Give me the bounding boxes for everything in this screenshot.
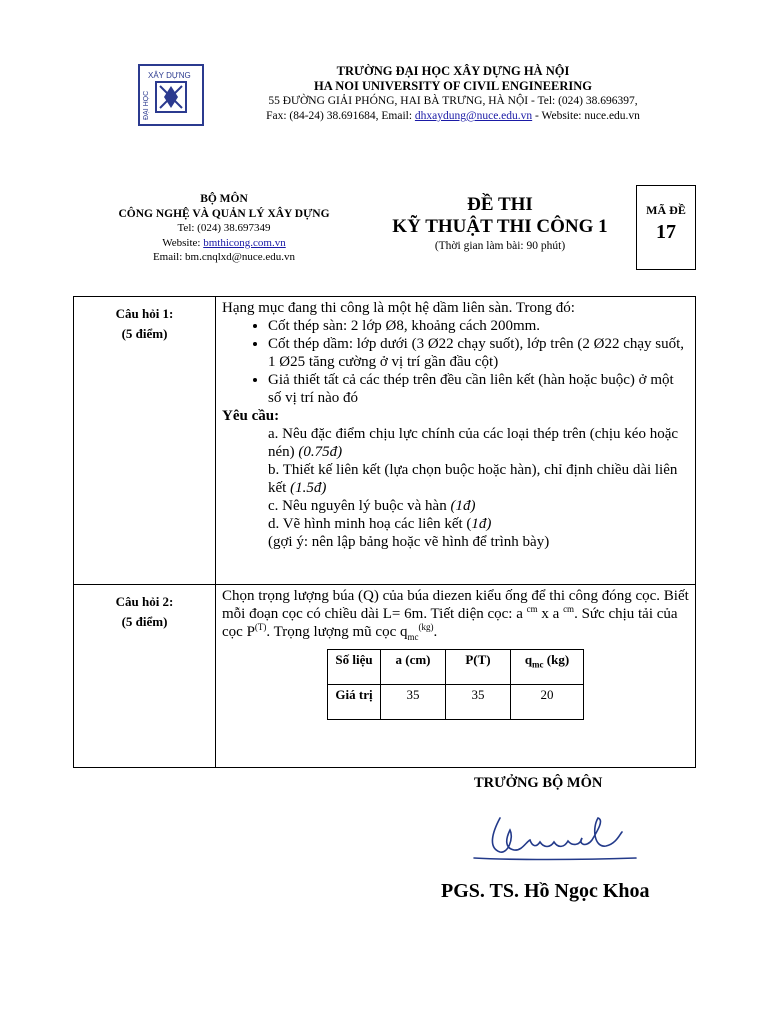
q2-sup-1: cm: [526, 604, 538, 614]
questions-table: [73, 296, 696, 768]
signature-title: TRƯỞNG BỘ MÔN: [474, 775, 603, 791]
data-table-val-a: 35: [381, 685, 446, 720]
question-row-2: [74, 585, 696, 768]
university-contact: [210, 109, 696, 124]
col-q-pre: q: [524, 652, 533, 667]
university-logo: [138, 64, 204, 126]
data-table-header-label: Số liệu: [328, 650, 381, 685]
exam-title: ĐỀ THI: [467, 194, 533, 215]
question-2-header: [74, 585, 216, 768]
table-row: [328, 685, 584, 720]
university-address: 55 ĐƯỜNG GIẢI PHÓNG, HAI BÀ TRƯNG, HÀ NỘI - Tel: (024) 38.696397,: [268, 95, 638, 107]
question-2-points: (5 điểm): [121, 614, 168, 629]
data-table-col-p: P(T): [446, 650, 511, 685]
requirement-hint: (gợi ý: nên lập bảng hoặc vẽ hình để trình bày): [268, 534, 550, 550]
requirements-title: Yêu cầu:: [222, 408, 280, 424]
exam-code-number: 17: [656, 221, 676, 243]
requirement-d: [268, 515, 689, 533]
q2-text-1: Chọn trọng lượng búa (Q) của búa diezen kiểu ống để thi công đóng cọc. Biết mỗi đoạn cọc có chiều dài L= 6m. Tiết diện cọc: a: [222, 588, 689, 622]
question-1-bullets: [222, 317, 689, 407]
q2-text-5: .: [433, 624, 438, 640]
data-table-row-label: Giá trị: [328, 685, 381, 720]
list-item: • Cốt thép dầm: lớp dưới (3 Ø22 chạy suốt), lớp trên (2 Ø22 chạy suốt, 1 Ø25 tăng cường ở vị trí gần đầu cột): [268, 335, 689, 371]
requirement-d-points: 1đ): [471, 516, 492, 532]
question-2-label: Câu hỏi 2:: [115, 594, 174, 609]
handwritten-signature: [470, 808, 638, 868]
exam-code-box: [636, 185, 696, 270]
question-1-points: (5 điểm): [121, 326, 168, 341]
department-website: [90, 236, 358, 251]
requirement-b-text: b. Thiết kế liên kết (lựa chọn buộc hoặc hàn), chỉ định chiều dài liên kết: [268, 462, 678, 496]
requirement-a: [268, 425, 689, 461]
requirement-a-points: (0.75đ): [298, 444, 343, 460]
question-row-1: [74, 297, 696, 585]
exam-duration: (Thời gian làm bài: 90 phút): [434, 240, 566, 252]
list-item: • Giả thiết tất cả các thép trên đều cần liên kết (hàn hoặc buộc) ở một số vị trí nào đó: [268, 371, 689, 407]
requirements-list: [222, 425, 689, 551]
col-q-post: (kg): [543, 652, 570, 667]
question-2-body: [216, 585, 696, 768]
q2-text-3: . Sức chịu tải của cọc P: [222, 606, 678, 640]
department-block: [90, 192, 358, 265]
department-name: CÔNG NGHỆ VÀ QUẢN LÝ XÂY DỰNG: [118, 207, 330, 220]
q2-text-2: x a: [537, 606, 564, 622]
q2-text-4: . Trọng lượng mũ cọc q: [266, 624, 408, 640]
question-1-label: Câu hỏi 1:: [115, 306, 174, 321]
q2-sup-3: (T): [254, 622, 267, 632]
data-table: [327, 649, 584, 720]
table-row: [328, 650, 584, 685]
logo-text-side: ĐẠI HỌC: [143, 90, 150, 120]
signatory-name: PGS. TS. Hồ Ngọc Khoa: [441, 880, 650, 902]
university-header: [210, 64, 696, 124]
requirement-c-text: c. Nêu nguyên lý buộc và hàn: [268, 498, 451, 514]
data-table-col-q: [511, 650, 584, 685]
university-name-en: HA NOI UNIVERSITY OF CIVIL ENGINEERING: [314, 79, 592, 93]
department-website-link[interactable]: bmthicong.com.vn: [203, 236, 286, 249]
department-email: Email: bm.cnqlxd@nuce.edu.vn: [152, 251, 296, 263]
requirement-b-points: (1.5đ): [290, 480, 327, 496]
exam-subject: KỸ THUẬT THI CÔNG 1: [392, 216, 608, 237]
requirement-a-text: a. Nêu đặc điểm chịu lực chính của các loại thép trên (chịu kéo hoặc nén): [268, 426, 679, 460]
exam-code-label: MÃ ĐỀ: [646, 203, 686, 217]
data-table-col-a: a (cm): [381, 650, 446, 685]
requirement-c-points: (1đ): [450, 498, 476, 514]
data-table-val-q: 20: [511, 685, 584, 720]
university-website: - Website: nuce.edu.vn: [532, 110, 640, 122]
logo-text-top: XÂY DỰNG: [148, 71, 191, 80]
q2-sub-4: mc: [407, 632, 419, 642]
question-2-text: [222, 587, 689, 641]
requirement-c: [268, 497, 689, 515]
fax-text: Fax: (84-24) 38.691684, Email:: [266, 110, 415, 122]
requirement-d-text: d. Vẽ hình minh hoạ các liên kết (: [268, 516, 472, 532]
department-label: BỘ MÔN: [200, 193, 248, 205]
exam-title-block: [368, 194, 632, 254]
university-email-link[interactable]: dhxaydung@nuce.edu.vn: [414, 110, 533, 122]
university-name-vn: TRƯỜNG ĐẠI HỌC XÂY DỰNG HÀ NỘI: [336, 64, 570, 78]
question-1-body: [216, 297, 696, 585]
q2-sup-2: cm: [563, 604, 575, 614]
question-1-intro: Hạng mục đang thi công là một hệ dầm liên sàn. Trong đó:: [222, 300, 575, 316]
question-1-header: [74, 297, 216, 585]
requirement-b: [268, 461, 689, 497]
department-website-prefix: Website:: [162, 236, 204, 249]
list-item: • Cốt thép sàn: 2 lớp Ø8, khoảng cách 200mm.: [268, 317, 689, 335]
data-table-val-p: 35: [446, 685, 511, 720]
q2-sup-4: (kg): [418, 622, 434, 632]
col-q-sub: mc: [532, 659, 544, 670]
department-tel: Tel: (024) 38.697349: [177, 222, 271, 234]
